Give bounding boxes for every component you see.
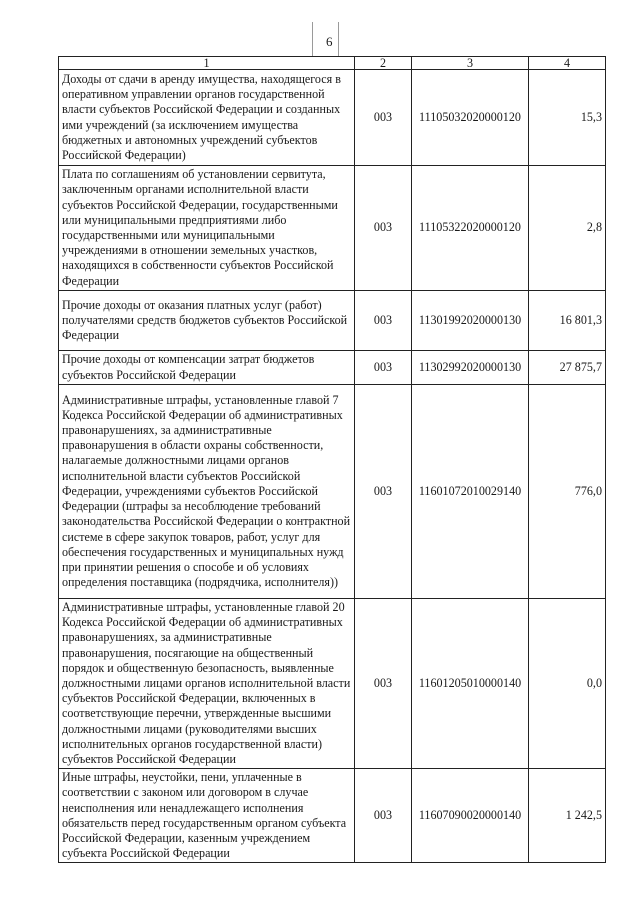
- row-admin-code: 003: [355, 166, 412, 291]
- row-amount: 16 801,3: [529, 291, 606, 351]
- row-budget-code: 11601205010000140: [412, 599, 529, 769]
- column-header-2: 2: [355, 57, 412, 70]
- row-amount: 776,0: [529, 385, 606, 599]
- scan-artifact-line: [338, 22, 339, 56]
- row-admin-code: 003: [355, 599, 412, 769]
- row-description: Иные штрафы, неустойки, пени, уплаченные в соответствии с законом или договором в случае неисполнения или ненадлежащего исполнения обязательств перед государственным органом субъекта Российской Федерации, казенным учреждением субъекта Российской Федерации: [59, 769, 355, 863]
- column-header-3: 3: [412, 57, 529, 70]
- row-amount: 1 242,5: [529, 769, 606, 863]
- page-number: 6: [326, 34, 333, 49]
- table-row: [59, 291, 606, 351]
- row-amount: 15,3: [529, 70, 606, 166]
- row-admin-code: 003: [355, 385, 412, 599]
- table-header-row: [59, 57, 606, 70]
- row-amount: 2,8: [529, 166, 606, 291]
- row-description: Административные штрафы, установленные главой 7 Кодекса Российской Федерации об административных правонарушениях, за административные правонарушения в области охраны собственности, налагаемые должностными лицами органов исполнительной власти субъектов Российской Федерации, учреждениями субъектов Российской Федерации (штрафы за несоблюдение требований законодательства Российской Федерации о контрактной системе в сфере закупок товаров, работ, услуг для обеспечения государственных и муниципальных нужд при принятии решения о способе и об условиях определения поставщика (подрядчика, исполнителя)): [59, 385, 355, 599]
- scan-artifact-line: [312, 22, 313, 56]
- row-admin-code: 003: [355, 291, 412, 351]
- table-row: [59, 385, 606, 599]
- row-admin-code: 003: [355, 769, 412, 863]
- row-description: Прочие доходы от оказания платных услуг (работ) получателями средств бюджетов субъектов Российской Федерации: [59, 291, 355, 351]
- row-budget-code: 11301992020000130: [412, 291, 529, 351]
- row-description: Доходы от сдачи в аренду имущества, находящегося в оперативном управлении органов государственной власти субъектов Российской Федерации и созданных ими учреждений (за исключением имущества бюджетных и автономных учреждений субъектов Российской Федерации): [59, 70, 355, 166]
- row-amount: 27 875,7: [529, 351, 606, 385]
- row-description: Плата по соглашениям об установлении сервитута, заключенным органами исполнительной власти субъектов Российской Федерации, государственными или муниципальными предприятиями либо государственными или муниципальными учреждениями в отношении земельных участков, находящихся в собственности субъектов Российской Федерации: [59, 166, 355, 291]
- column-header-1: 1: [59, 57, 355, 70]
- row-admin-code: 003: [355, 70, 412, 166]
- table-row: [59, 70, 606, 166]
- table-row: [59, 351, 606, 385]
- row-budget-code: 11105322020000120: [412, 166, 529, 291]
- row-description: Прочие доходы от компенсации затрат бюджетов субъектов Российской Федерации: [59, 351, 355, 385]
- row-budget-code: 11302992020000130: [412, 351, 529, 385]
- row-budget-code: 11607090020000140: [412, 769, 529, 863]
- table-row: [59, 166, 606, 291]
- row-amount: 0,0: [529, 599, 606, 769]
- table-row: [59, 769, 606, 863]
- row-description: Административные штрафы, установленные главой 20 Кодекса Российской Федерации об административных правонарушениях, за административные правонарушения, посягающие на общественный порядок и общественную безопасность, выявленные должностными лицами органов исполнительной власти субъектов Российской Федерации, включенных в соответствующие перечни, утвержденные высшими должностными лицами (руководителями высших исполнительных органов государственной власти) субъектов Российской Федерации: [59, 599, 355, 769]
- row-budget-code: 11105032020000120: [412, 70, 529, 166]
- revenue-table: [58, 56, 606, 863]
- row-budget-code: 11601072010029140: [412, 385, 529, 599]
- row-admin-code: 003: [355, 351, 412, 385]
- table-row: [59, 599, 606, 769]
- column-header-4: 4: [529, 57, 606, 70]
